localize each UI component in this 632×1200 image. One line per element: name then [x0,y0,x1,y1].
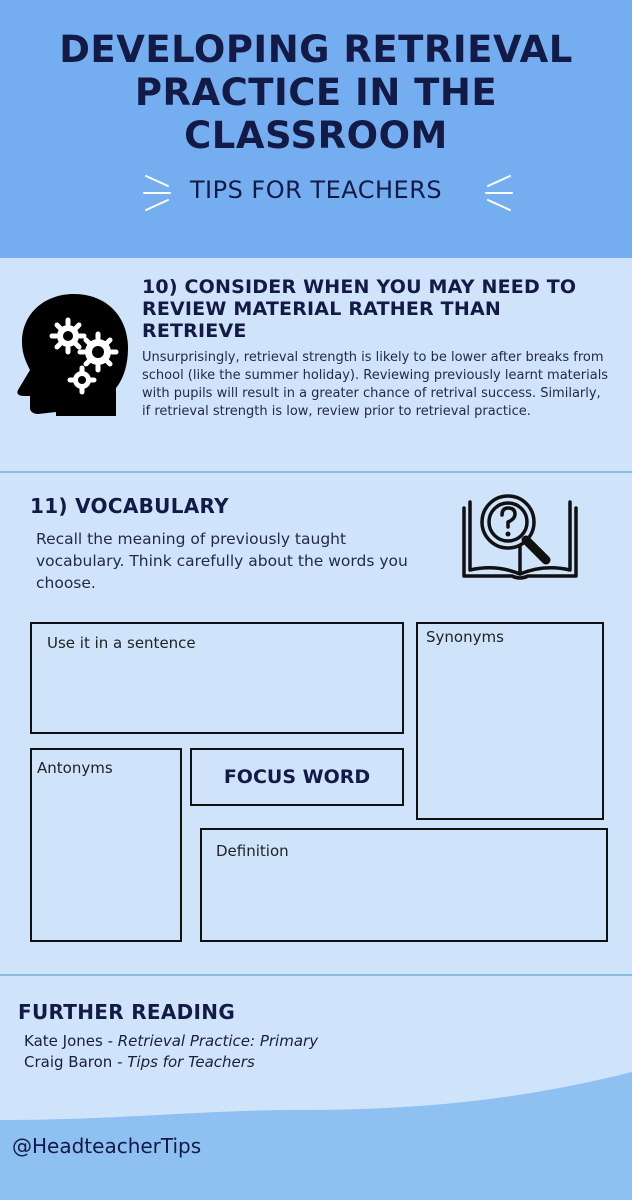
section-11-heading: 11) VOCABULARY [30,494,229,518]
subtitle: TIPS FOR TEACHERS [189,176,443,204]
reading-author: Craig Baron [24,1053,113,1071]
sentence-label: Use it in a sentence [47,634,196,652]
definition-box [200,828,608,942]
section-10-heading: 10) CONSIDER WHEN YOU MAY NEED TO REVIEW MATERIAL RATHER THAN RETRIEVE [142,276,577,342]
focus-word-label: FOCUS WORD [223,766,371,788]
section-10-body: Unsurprisingly, retrieval strength is likely to be lower after breaks from school (like the summer holiday). Reviewing previously learnt materials with pupils will result in a greater chance of retrival success. Similarly, if retrieval strength is low, review prior to retrieval practice. [142,350,609,419]
focus-word-box [190,748,404,806]
definition-label: Definition [216,842,289,860]
book-magnifier-icon [456,484,584,590]
reading-author: Kate Jones [24,1032,103,1050]
synonyms-label: Synonyms [426,628,504,646]
divider [0,974,632,976]
head-gears-icon [16,292,128,416]
title-line-2: PRACTICE IN THE [134,71,498,114]
antonyms-box [30,748,182,942]
page-title [0,28,632,157]
reading-separator: - [112,1053,128,1071]
reading-item [24,1053,255,1071]
burst-lines-right-icon [478,168,518,218]
divider [0,471,632,473]
further-reading-heading: FURTHER READING [18,1000,236,1024]
section-11-body: Recall the meaning of previously taught vocabulary. Think carefully about the words you choose. [36,530,408,592]
sentence-box [30,622,404,734]
reading-title: Tips for Teachers [127,1053,255,1071]
reading-item [24,1032,318,1050]
reading-title: Retrieval Practice: Primary [117,1032,319,1050]
antonyms-label: Antonyms [37,759,113,777]
reading-separator: - [102,1032,118,1050]
synonyms-box [416,622,604,820]
header-banner [0,0,632,258]
title-line-1: DEVELOPING RETRIEVAL [59,28,573,71]
social-handle: @HeadteacherTips [12,1134,202,1158]
title-line-3: CLASSROOM [184,114,448,157]
